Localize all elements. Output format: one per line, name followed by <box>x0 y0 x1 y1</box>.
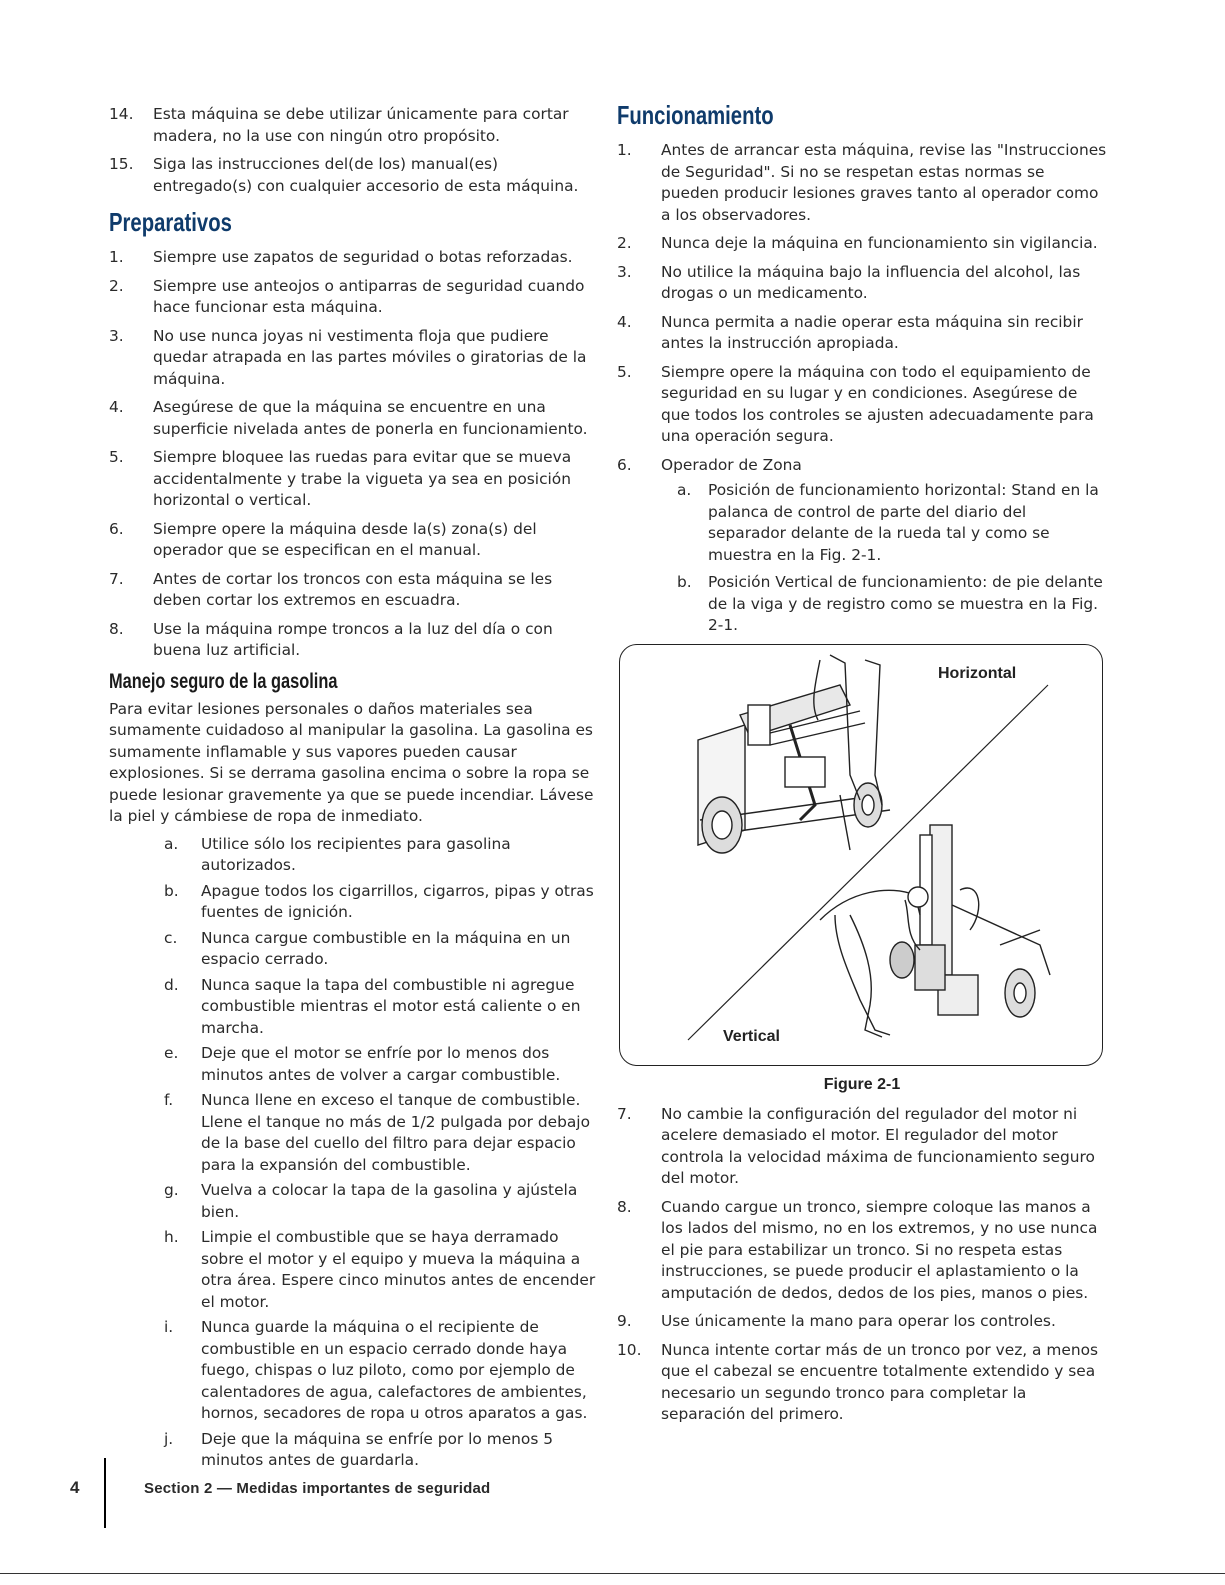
list-item <box>164 928 599 971</box>
item-text: Siga las instrucciones del(de los) manual(es) entregado(s) con cualquier accesorio de esta máquina. <box>153 155 579 195</box>
item-text: No cambie la configuración del regulador del motor ni acelere demasiado el motor. El regulador del motor controla la velocidad máxima de funcionamiento seguro del motor. <box>661 1104 1095 1187</box>
item-number: 5. <box>617 362 632 381</box>
list-item <box>109 276 599 319</box>
item-number: 1. <box>617 141 632 159</box>
item-number: 9. <box>617 1312 632 1330</box>
item-text: Nunca permita a nadie operar esta máquina sin recibir antes la instrucción apropiada. <box>661 312 1083 352</box>
item-letter: i. <box>164 1318 174 1336</box>
item-text: Posición de funcionamiento horizontal: Stand en la palanca de control de parte del diario del separador delante de la rueda tal y como se muestra en la Fig. 2-1. <box>708 481 1099 564</box>
item-letter: a. <box>677 481 692 499</box>
item-number: 3. <box>617 262 632 281</box>
log-splitter-illustration <box>620 645 1102 1065</box>
heading-funcionamiento: Funcionamiento <box>617 100 774 130</box>
item-number: 10. <box>617 1340 642 1359</box>
item-number: 15. <box>109 155 134 173</box>
list-item <box>617 455 1107 637</box>
item-text: Asegúrese de que la máquina se encuentre en una superficie nivelada antes de ponerla en funcionamiento. <box>153 398 588 438</box>
list-item <box>164 834 599 877</box>
item-letter: b. <box>164 881 179 900</box>
item-text: Cuando cargue un tronco, siempre coloque las manos a los lados del mismo, no en los extremos, y no use nunca el pie para estabilizar un tronco. Si no respeta estas instrucciones, se puede producir el aplastamiento o la amputación de dedos, dedos de los pies, manos o pies. <box>661 1197 1098 1302</box>
item-text: Antes de cortar los troncos con esta máquina se les deben cortar los extremos en escuadra. <box>153 569 553 609</box>
item-number: 4. <box>617 312 632 331</box>
item-letter: d. <box>164 975 179 994</box>
item-text: Siempre opere la máquina desde la(s) zona(s) del operador que se especifican en el manual. <box>153 519 537 559</box>
bottom-rule <box>0 1573 1225 1574</box>
item-number: 8. <box>617 1197 632 1216</box>
sub-item <box>661 572 1107 637</box>
item-letter: f. <box>164 1091 174 1109</box>
heading-preparativos: Preparativos <box>109 207 232 237</box>
item-number: 5. <box>109 448 124 466</box>
item-letter: g. <box>164 1181 179 1199</box>
item-letter: a. <box>164 834 179 853</box>
label-vertical: Vertical <box>723 1027 780 1045</box>
list-item <box>109 154 599 197</box>
item-text: Limpie el combustible que se haya derramado sobre el motor y el equipo y mueva la máquina a otra área. Espere cinco minutos antes de encender el motor. <box>201 1228 596 1311</box>
heading-gasolina: Manejo seguro de la gasolina <box>109 669 338 693</box>
figure-caption: Figure 2-1 <box>823 1075 901 1093</box>
item-letter: e. <box>164 1044 179 1062</box>
list-item <box>617 262 1107 305</box>
item-text: Nunca cargue combustible en la máquina en un espacio cerrado. <box>201 928 571 968</box>
list-item <box>109 326 599 391</box>
list-item <box>109 104 599 147</box>
item-number: 1. <box>109 248 124 266</box>
gasolina-list <box>109 834 599 1472</box>
item-text: Utilice sólo los recipientes para gasolina autorizados. <box>201 834 511 874</box>
section-title: Section 2 — Medidas importantes de seguridad <box>144 1480 491 1497</box>
item-text: Nunca intente cortar más de un tronco por vez, a menos que el cabezal se encuentre totalmente extendido y sea necesario un segundo tronco para completar la separación del primero. <box>661 1340 1099 1423</box>
list-item <box>617 312 1107 355</box>
item-number: 7. <box>109 569 124 588</box>
item-text: Nunca llene en exceso el tanque de combustible. Llene el tanque no más de 1/2 pulgada por debajo de la base del cuello del filtro para dejar espacio para la expansión del combustible. <box>201 1091 590 1174</box>
item-letter: c. <box>164 928 178 947</box>
list-item <box>617 1104 1107 1190</box>
item-text: Vuelva a colocar la tapa de la gasolina y ajústela bien. <box>201 1181 578 1221</box>
item-text: Antes de arrancar esta máquina, revise las "Instrucciones de Seguridad". Si no se respetan estas normas se pueden producir lesiones graves tanto al operador como a los observadores. <box>661 141 1107 224</box>
continued-safety-list <box>109 104 599 197</box>
item-letter: h. <box>164 1228 179 1246</box>
list-item <box>164 975 599 1040</box>
item-number: 6. <box>617 455 632 474</box>
item-number: 3. <box>109 326 124 345</box>
list-item <box>617 362 1107 448</box>
item-text: Nunca saque la tapa del combustible ni agregue combustible mientras el motor está caliente o en marcha. <box>201 975 581 1037</box>
left-column <box>109 104 599 1476</box>
item-letter: b. <box>677 573 692 591</box>
list-item <box>164 1043 599 1086</box>
funcionamiento-list-continued <box>617 1104 1107 1426</box>
list-item <box>109 569 599 612</box>
list-item <box>164 1227 599 1313</box>
label-horizontal: Horizontal <box>938 664 1017 682</box>
footer-divider <box>104 1458 106 1528</box>
right-column <box>617 100 1107 1433</box>
item-text: Use únicamente la mano para operar los controles. <box>661 1312 1056 1330</box>
item-text: Esta máquina se debe utilizar únicamente para cortar madera, no la use con ningún otro propósito. <box>153 105 569 145</box>
item-text: Siempre bloquee las ruedas para evitar que se mueva accidentalmente y trabe la vigueta ya sea en posición horizontal o vertical. <box>153 448 572 509</box>
item-number: 14. <box>109 105 134 123</box>
operator-zone-sublist <box>661 480 1107 637</box>
list-item <box>617 1197 1107 1305</box>
list-item <box>109 247 599 269</box>
list-item <box>164 1180 599 1223</box>
item-text: Nunca deje la máquina en funcionamiento sin vigilancia. <box>661 234 1098 252</box>
list-item <box>109 519 599 562</box>
list-item <box>109 397 599 440</box>
item-text: No utilice la máquina bajo la influencia del alcohol, las drogas o un medicamento. <box>661 262 1081 302</box>
item-text: Nunca guarde la máquina o el recipiente de combustible en un espacio cerrado donde haya fuego, chispas o luz piloto, como por ejemplo de calentadores de agua, calefactores de ambientes, hornos, secadores de ropa u otros aparatos a gas. <box>201 1318 588 1422</box>
item-text: No use nunca joyas ni vestimenta floja que pudiere quedar atrapada en las partes móviles o giratorias de la máquina. <box>153 326 587 388</box>
list-item <box>164 1090 599 1176</box>
item-text: Siempre use anteojos o antiparras de seguridad cuando hace funcionar esta máquina. <box>153 276 585 316</box>
item-number: 7. <box>617 1104 632 1123</box>
list-item <box>109 447 599 512</box>
list-item <box>617 1311 1107 1333</box>
list-item <box>109 619 599 662</box>
item-text: Deje que la máquina se enfríe por lo menos 5 minutos antes de guardarla. <box>201 1429 554 1469</box>
funcionamiento-list <box>617 140 1107 637</box>
item-number: 4. <box>109 398 124 416</box>
item-text: Use la máquina rompe troncos a la luz del día o con buena luz artificial. <box>153 619 553 659</box>
item-letter: j. <box>164 1429 174 1448</box>
item-number: 6. <box>109 519 124 538</box>
item-text: Siempre use zapatos de seguridad o botas reforzadas. <box>153 248 573 266</box>
figure-illustration <box>619 644 1103 1066</box>
item-text: Posición Vertical de funcionamiento: de pie delante de la viga y de registro como se muestra en la Fig. 2-1. <box>708 573 1103 634</box>
item-number: 2. <box>617 234 632 252</box>
item-number: 2. <box>109 276 124 295</box>
list-item <box>164 1317 599 1425</box>
item-text: Apague todos los cigarrillos, cigarros, pipas y otras fuentes de ignición. <box>201 881 594 921</box>
list-item <box>617 233 1107 255</box>
sub-item <box>661 480 1107 566</box>
list-item <box>164 881 599 924</box>
list-item <box>617 140 1107 226</box>
item-text: Siempre opere la máquina con todo el equipamiento de seguridad en su lugar y en condiciones. Asegúrese de que todos los controles se ajusten adecuadamente para una operación segura. <box>661 362 1094 445</box>
gasolina-intro: Para evitar lesiones personales o daños materiales sea sumamente cuidadoso al manipular la gasolina. La gasolina es sumamente inflamable y sus vapores pueden causar explosiones. Si se derrama gasolina encima o sobre la ropa se puede lesionar gravemente ya que se puede incendiar. Lávese la piel y cámbiese de ropa de inmediato. <box>109 699 594 825</box>
list-item <box>617 1340 1107 1426</box>
page-number: 4 <box>70 1478 80 1497</box>
preparativos-list <box>109 247 599 662</box>
item-text: Deje que el motor se enfríe por lo menos dos minutos antes de volver a cargar combustible. <box>201 1044 561 1084</box>
item-number: 8. <box>109 619 124 638</box>
list-item <box>164 1429 599 1472</box>
item-text: Operador de Zona <box>661 455 802 474</box>
